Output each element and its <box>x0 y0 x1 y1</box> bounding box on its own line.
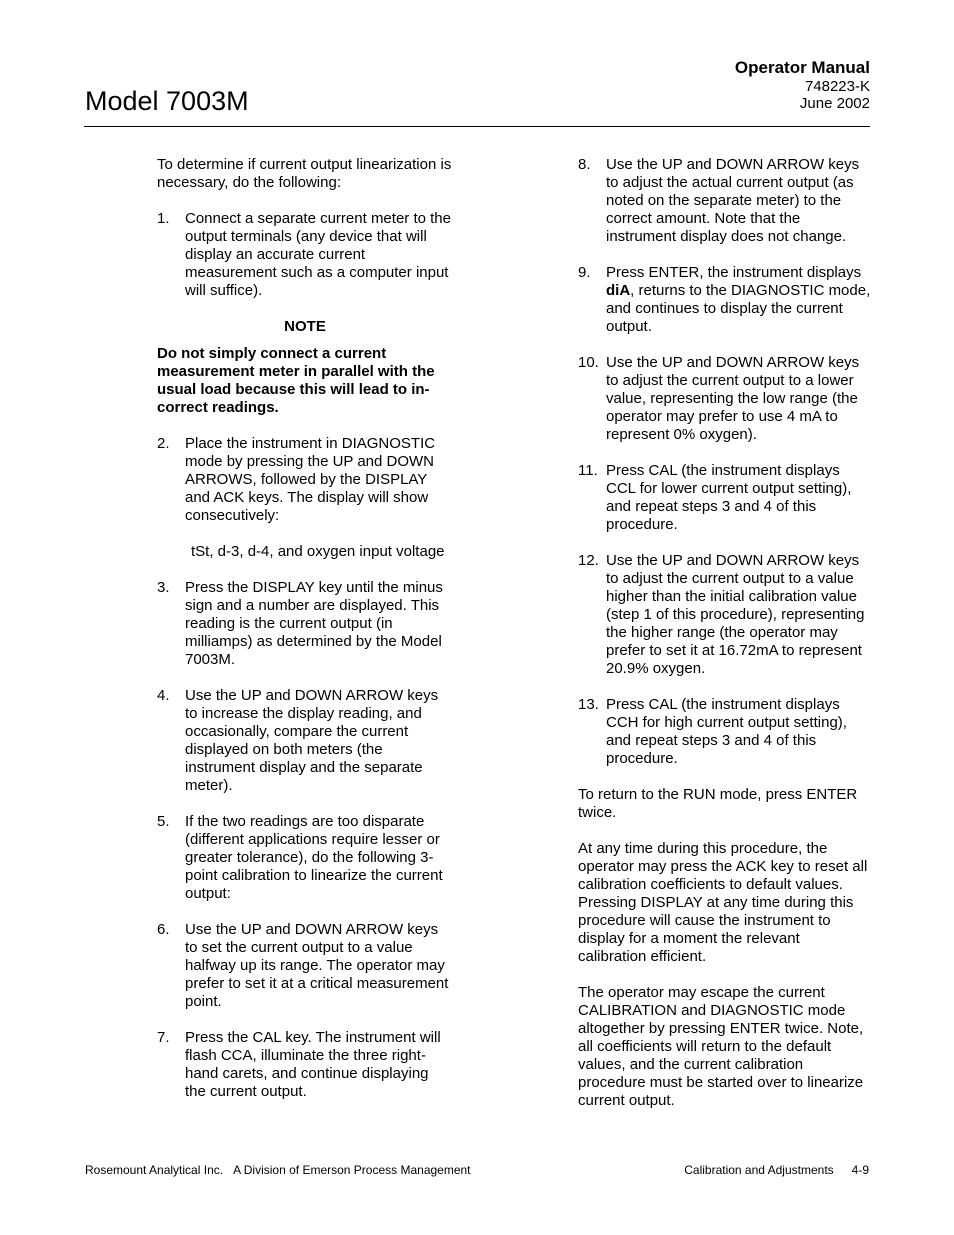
step-text: Press the DISPLAY key until the minus sign and a number are displayed. This reading is the current output (in milliamps) as determined by the Model 7003M. <box>185 579 443 668</box>
step-text: Press CAL (the instrument displays CCL for lower current output setting), and repeat steps 3 and 4 of this procedure. <box>606 462 852 533</box>
step-number: 8. <box>578 156 591 173</box>
run-mode-paragraph: To return to the RUN mode, press ENTER twice. <box>578 786 858 821</box>
footer-company: Rosemount Analytical Inc. <box>85 1163 224 1177</box>
step-1 <box>157 210 453 300</box>
step-4 <box>157 687 453 795</box>
step-3 <box>157 579 453 669</box>
step-10 <box>578 354 872 444</box>
step-text: Use the UP and DOWN ARROW keys to adjust the current output to a lower value, representing the low range (the operator may prefer to use 4 mA to represent 0% oxygen). <box>606 354 860 443</box>
step-13 <box>578 696 872 768</box>
reset-paragraph: At any time during this procedure, the operator may press the ACK key to reset all calibration coefficients to default values. Pressing DISPLAY at any time during this procedure will cause the instrument to display for a moment the relevant calibration efficient. <box>578 840 868 965</box>
step-number: 2. <box>157 435 170 452</box>
step-6 <box>157 921 453 1011</box>
step-number: 10. <box>578 354 599 371</box>
step-text: If the two readings are too disparate (different applications require lesser or greater tolerance), do the following 3-point calibration to linearize the current output: <box>185 813 443 902</box>
header-divider <box>84 126 870 127</box>
footer-section: Calibration and Adjustments <box>684 1163 834 1177</box>
step-text-after: , returns to the DIAGNOSTIC mode, and continues to display the current output. <box>606 282 871 335</box>
step-number: 13. <box>578 696 599 713</box>
intro-paragraph: To determine if current output linearization is necessary, do the following: <box>157 156 452 191</box>
step-number: 6. <box>157 921 170 938</box>
note-heading: NOTE <box>284 318 326 335</box>
note-body: Do not simply connect a current measurement meter in parallel with the usual load because this will lead to in-correct readings. <box>157 345 435 416</box>
step-9 <box>578 264 872 336</box>
document-date: June 2002 <box>799 95 870 112</box>
step-number: 1. <box>157 210 170 227</box>
step-text: Use the UP and DOWN ARROW keys to increase the display reading, and occasionally, compare the current displayed on both meters (the instrument display and the separate meter). <box>185 687 439 794</box>
display-code: diA <box>606 282 631 299</box>
footer-division: A Division of Emerson Process Management <box>233 1163 471 1177</box>
footer-right <box>684 1163 869 1177</box>
step-text: Use the UP and DOWN ARROW keys to adjust the current output to a value higher than the initial calibration value (step 1 of this procedure), representing the higher range (the operator may prefer to set it at 16.72mA to represent 20.9% oxygen. <box>606 552 865 677</box>
step-text-before: Press ENTER, the instrument displays <box>606 264 862 281</box>
header-meta <box>735 57 870 112</box>
step-7 <box>157 1029 453 1101</box>
step-text: Use the UP and DOWN ARROW keys to adjust the actual current output (as noted on the separate meter) to the correct amount. Note that the instrument display does not change. <box>606 156 860 245</box>
step-number: 5. <box>157 813 170 830</box>
step-2 <box>157 435 453 525</box>
step-number: 9. <box>578 264 591 281</box>
page-title: Model 7003M <box>85 86 249 116</box>
step-number: 4. <box>157 687 170 704</box>
step-number: 12. <box>578 552 599 569</box>
step-number: 11. <box>578 462 598 479</box>
step-text: Press CAL (the instrument displays CCH for high current output setting), and repeat steps 3 and 4 of this procedure. <box>606 696 847 767</box>
document-number: 748223-K <box>804 78 870 95</box>
manual-label: Operator Manual <box>734 58 870 77</box>
display-sequence: tSt, d-3, d-4, and oxygen input voltage <box>191 543 445 560</box>
escape-paragraph: The operator may escape the current CALIBRATION and DIAGNOSTIC mode altogether by pressing ENTER twice. Note, all coefficients will return to the default values, and the current calibration procedure must be started over to linearize current output. <box>578 984 864 1109</box>
step-text <box>606 264 870 335</box>
step-number: 3. <box>157 579 170 596</box>
step-12 <box>578 552 872 678</box>
step-11 <box>578 462 872 534</box>
step-text: Connect a separate current meter to the output terminals (any device that will display an accurate current measurement such as a computer input will suffice). <box>185 210 451 299</box>
step-text: Place the instrument in DIAGNOSTIC mode by pressing the UP and DOWN ARROWS, followed by the DISPLAY and ACK keys. The display will show consecutively: <box>185 435 436 524</box>
footer-left <box>85 1163 471 1177</box>
right-column <box>578 156 872 1128</box>
page-number: 4-9 <box>851 1163 869 1177</box>
step-number: 7. <box>157 1029 170 1046</box>
step-5 <box>157 813 453 903</box>
step-text: Use the UP and DOWN ARROW keys to set the current output to a value halfway up its range. The operator may prefer to set it at a critical measurement point. <box>185 921 449 1010</box>
step-8 <box>578 156 872 246</box>
step-text: Press the CAL key. The instrument will flash CCA, illuminate the three right-hand carets, and continue displaying the current output. <box>185 1029 441 1100</box>
left-column <box>157 156 453 1119</box>
